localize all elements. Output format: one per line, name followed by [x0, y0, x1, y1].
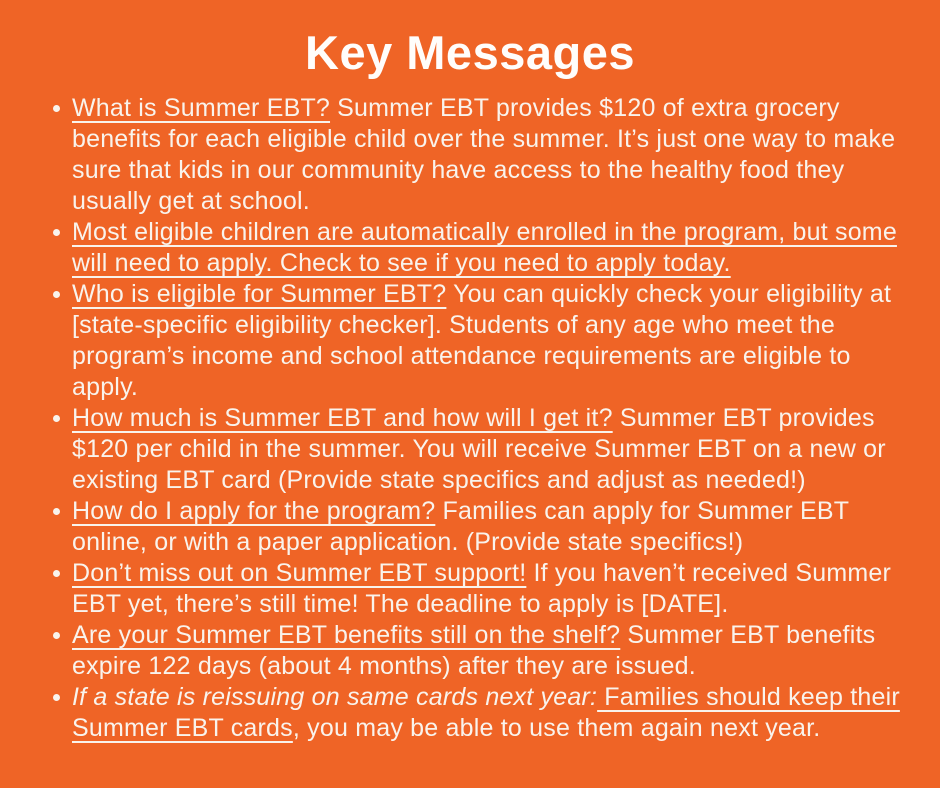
list-item — [72, 496, 904, 558]
bullet-segment: Are your Summer EBT benefits still on the shelf? — [72, 621, 621, 649]
list-item — [72, 279, 904, 403]
bullet-segment: Summer EBT provides $120 per child in the summer. You will receive Summer EBT on a new or existing EBT card (Provide state specifics and adjust as needed!) — [72, 404, 886, 494]
page-title: Key Messages — [305, 26, 635, 79]
key-messages-list — [0, 93, 940, 744]
bullet-segment: If you haven’t received Summer EBT yet, there’s still time! The deadline to apply is [DATE]. — [72, 559, 892, 618]
list-item — [72, 93, 904, 217]
bullet-segment: Don’t miss out on Summer EBT support! — [72, 559, 527, 587]
bullet-segment: You can quickly check your eligibility at [state-specific eligibility checker]. Students of any age who meet the program’s income and school attendance requirements are eligible to apply. — [72, 280, 892, 401]
list-item — [72, 682, 904, 744]
list-item — [72, 217, 904, 279]
bullet-segment: Summer EBT benefits expire 122 days (about 4 months) after they are issued. — [72, 621, 876, 680]
bullet-segment: What is Summer EBT? — [72, 94, 331, 122]
bullet-segment: How much is Summer EBT and how will I get it? — [72, 404, 613, 432]
bullet-segment: Most eligible children are automatically enrolled in the program, but some will need to apply. Check to see if you need to apply today. — [72, 218, 897, 277]
list-item — [72, 558, 904, 620]
bullet-segment: How do I apply for the program? — [72, 497, 436, 525]
bullet-segment: , you may be able to use them again next year. — [292, 714, 821, 742]
bullet-segment: Families can apply for Summer EBT online, or with a paper application. (Provide state specifics!) — [72, 497, 849, 556]
bullet-segment: Who is eligible for Summer EBT? — [72, 280, 447, 308]
list-item — [72, 403, 904, 496]
bullet-segment: If a state is reissuing on same cards next year: — [72, 683, 598, 711]
bullet-segment: Families should keep their Summer EBT cards — [72, 683, 900, 742]
list-item — [72, 620, 904, 682]
bullet-segment: Summer EBT provides $120 of extra grocery benefits for each eligible child over the summer. It’s just one way to make sure that kids in our community have access to the healthy food they usually get at school. — [72, 94, 896, 215]
